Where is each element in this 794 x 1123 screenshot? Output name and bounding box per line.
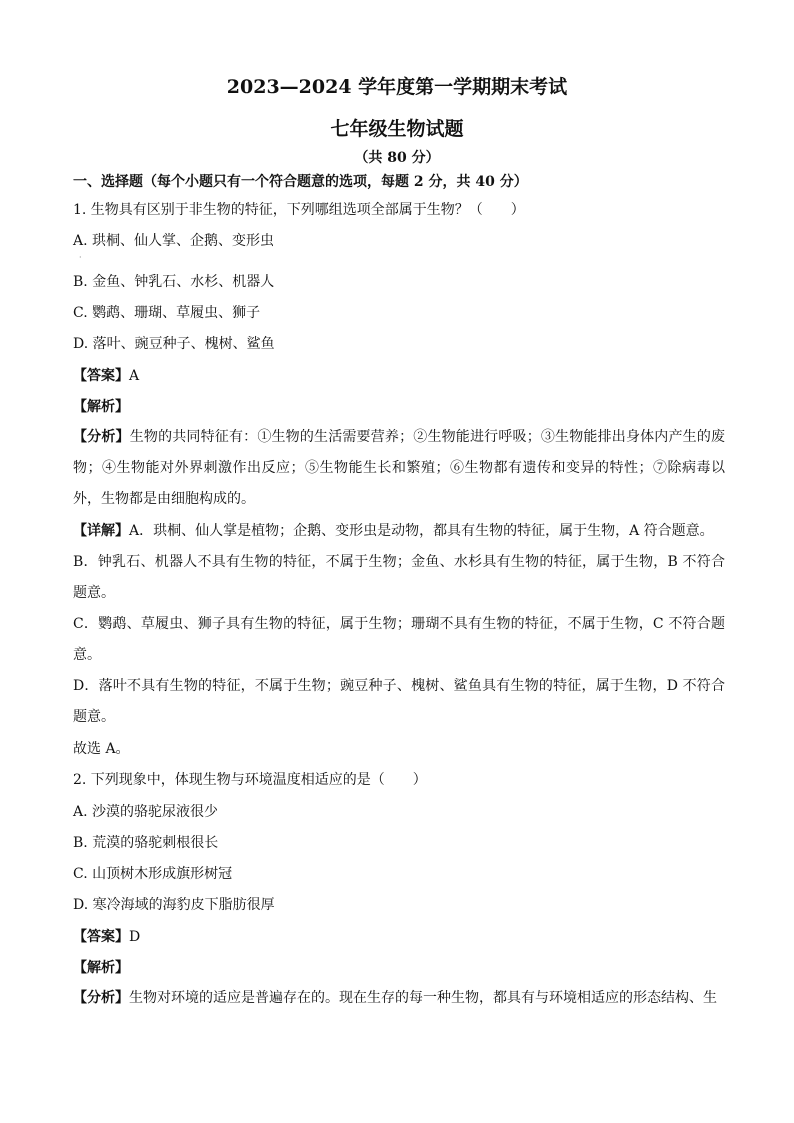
q2-option-b: B. 荒漠的骆驼刺根很长 <box>73 835 219 851</box>
q1-answer <box>73 366 139 386</box>
stray-dot-mark: · <box>79 253 82 262</box>
answer-tag: 【答案】 <box>73 929 129 945</box>
q2-option-d: D. 寒冷海域的海豹皮下脂肪很厚 <box>73 897 275 913</box>
question-1-stem: 1. 生物具有区别于非生物的特征，下列哪组选项全部属于生物？（ ） <box>73 202 525 218</box>
q2-option-a: A. 沙漠的骆驼尿液很少 <box>73 804 219 820</box>
q1-fenxi <box>73 422 725 515</box>
total-score: （共 80 分） <box>354 150 440 166</box>
q1-conclusion: 故选 A。 <box>73 741 130 757</box>
fenxi-tag: 【分析】 <box>73 990 129 1006</box>
section-heading: 一、选择题（每个小题只有一个符合题意的选项，每题 2 分，共 40 分） <box>73 174 528 190</box>
q2-answer <box>73 927 140 947</box>
xiangjie-a-text: A．珙桐、仙人掌是植物；企鹅、变形虫是动物，都具有生物的特征，属于生物，A 符合题意。 <box>129 523 714 539</box>
exam-title: 2023—2024 学年度第一学期期末考试 <box>226 76 568 98</box>
q2-analysis-tag: 【解析】 <box>73 960 129 976</box>
q1-option-d: D. 落叶、豌豆种子、槐树、鲨鱼 <box>73 336 275 352</box>
q1-option-c: C. 鹦鹉、珊瑚、草履虫、狮子 <box>73 305 261 321</box>
answer-value: A <box>129 368 140 384</box>
fenxi-text: 生物对环境的适应是普遍存在的。现在生存的每一种生物，都具有与环境相适应的形态结构、生 <box>129 990 717 1006</box>
q1-xiangjie-c: C．鹦鹉、草履虫、狮子具有生物的特征，属于生物；珊瑚不具有生物的特征，不属于生物，C 不符合题意。 <box>73 616 725 663</box>
q1-option-a: A. 珙桐、仙人掌、企鹅、变形虫 <box>73 233 275 249</box>
answer-tag: 【答案】 <box>73 368 129 384</box>
q1-xiangjie-d: D．落叶不具有生物的特征，不属于生物；豌豆种子、槐树、鲨鱼具有生物的特征，属于生物，D 不符合题意。 <box>73 678 725 725</box>
q1-xiangjie-a <box>73 516 725 547</box>
exam-subtitle: 七年级生物试题 <box>330 118 464 140</box>
answer-value: D <box>129 929 141 945</box>
fenxi-tag: 【分析】 <box>73 429 130 445</box>
q1-analysis-tag: 【解析】 <box>73 399 129 415</box>
question-2-stem: 2. 下列现象中，体现生物与环境温度相适应的是（ ） <box>73 772 427 788</box>
q2-option-c: C. 山顶树木形成旗形树冠 <box>73 866 233 882</box>
xiangjie-tag: 【详解】 <box>73 523 129 539</box>
q1-xiangjie-b: B．钟乳石、机器人不具有生物的特征，不属于生物；金鱼、水杉具有生物的特征，属于生物，B 不符合题意。 <box>73 554 725 601</box>
fenxi-text: 生物的共同特征有：①生物的生活需要营养；②生物能进行呼吸；③生物能排出身体内产生的废物；④生物能对外界刺激作出反应；⑤生物能生长和繁殖；⑥生物都有遗传和变异的特性；⑦除病毒以外，生物都是由细胞构成的。 <box>73 429 726 507</box>
q1-option-b: B. 金鱼、钟乳石、水杉、机器人 <box>73 274 275 290</box>
q2-fenxi <box>73 983 725 1014</box>
